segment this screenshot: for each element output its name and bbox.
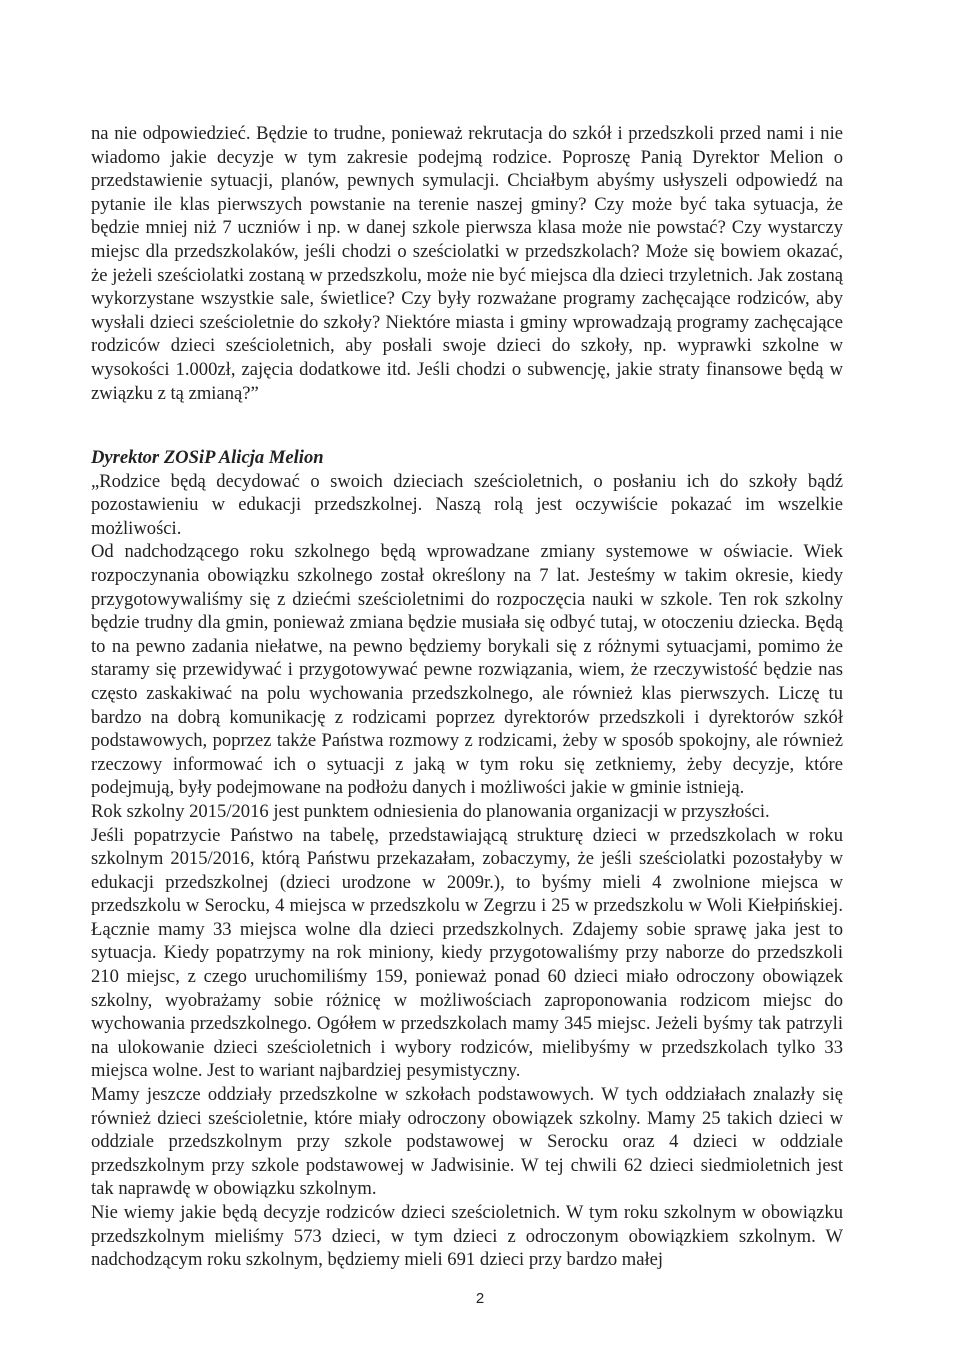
intro-section [91, 122, 843, 405]
intro-paragraph: na nie odpowiedzieć. Będzie to trudne, ponieważ rekrutacja do szkół i przedszkoli przed nami i nie wiadomo jakie decyzje w tym zakresie podejmą rodzice. Poproszę Panią Dyrektor Melion o przedstawienie sytuacji, planów, pewnych symulacji. Chciałbym abyśmy usłyszeli odpowiedź na pytanie ile klas pierwszych powstanie na terenie naszej gminy? Czy może być taka sytuacja, że będzie mniej niż 7 uczniów i np. w danej szkole pierwsza klasa może nie powstać? Czy wystarczy miejsc dla przedszkolaków, jeśli chodzi o sześciolatki w przedszkolach? Może się bowiem okazać, że jeżeli sześciolatki zostaną w przedszkolu, może nie być miejsca dla dzieci trzyletnich. Jak zostaną wykorzystane wszystkie sale, świetlice? Czy były rozważane programy zachęcające rodziców, aby wysłali dzieci sześcioletnie do szkoły? Niektóre miasta i gminy wprowadzają programy zachęcające rodziców dzieci sześcioletnich, aby posłali swoje dzieci do szkoły, np. wyprawki szkolne w wysokości 1.000zł, zajęcia dodatkowe itd. Jeśli chodzi o subwencję, jakie straty finansowe będą w związku z tą zmianą?” [91, 123, 843, 404]
paragraph: Jeśli popatrzycie Państwo na tabelę, przedstawiającą strukturę dzieci w przedszkolach w roku szkolnym 2015/2016, którą Państwu przekazałam, zobaczymy, że jeśli sześciolatki pozostałyby w edukacji przedszkolnej (dzieci urodzone w 2009r.), to byśmy mieli 4 zwolnione miejsca w przedszkolu w Serocku, 4 miejsca w przedszkolu w Zegrzu i 25 w przedszkolu w Woli Kiełpińskiej. Łącznie mamy 33 miejsca wolne dla dzieci przedszkolnych. Zdajemy sobie sprawę jaka jest to sytuacja. Kiedy popatrzymy na rok miniony, kiedy przygotowaliśmy przy naborze do przedszkoli 210 miejsc, z czego uruchomiliśmy 159, ponieważ ponad 60 dzieci miało odroczony obowiązek szkolny, wyobrażamy sobie różnicę w możliwościach zaproponowania rodzicom miejsc do wychowania przedszkolnego. Ogółem w przedszkolach mamy 345 miejsc. Jeżeli byśmy tak patrzyli na ulokowanie dzieci sześcioletnich i wybory rodziców, mielibyśmy w przedszkolach tylko 33 miejsca wolne. Jest to wariant najbardziej pesymistyczny. [91, 824, 843, 1082]
paragraph: Od nadchodzącego roku szkolnego będą wprowadzane zmiany systemowe w oświacie. Wiek rozpoczynania obowiązku szkolnego został określony na 7 lat. Jesteśmy w takim okresie, kiedy przygotowywaliśmy się z dziećmi sześcioletnimi do rozpoczęcia nauki w szkole. Ten rok szkolny będzie trudny dla gmin, ponieważ zmiana będzie musiała się odbyć tutaj, w otoczeniu dziecka. Będą to na pewno zadania niełatwe, na pewno będziemy borykali się z różnymi sytuacjami, pomimo że staramy się przewidywać i przygotowywać pewne rozwiązania, wiem, że rzeczywistość będzie nas często zaskakiwać na polu wychowania przedszkolnego, ale również klas pierwszych. Liczę tu bardzo na dobrą komunikację z rodzicami poprzez dyrektorów przedszkoli i dyrektorów szkół podstawowych, poprzez także Państwa rozmowy z rodzicami, żeby w sposób spokojny, ale również rzeczowy informować ich o sytuacji z jaką w tym roku się zetkniemy, żeby decyzje, które podejmują, były podejmowane na podłożu danych i możliwości jakie w gminie istnieją. [91, 541, 843, 799]
speaker-section [91, 446, 843, 1272]
paragraph: Rok szkolny 2015/2016 jest punktem odniesienia do planowania organizacji w przyszłości. [91, 800, 770, 822]
speaker-heading: Dyrektor ZOSiP Alicja Melion [91, 447, 324, 468]
paragraph: Mamy jeszcze oddziały przedszkolne w szkołach podstawowych. W tych oddziałach znalazły się również dzieci sześcioletnie, które miały odroczony obowiązek szkolny. Mamy 25 takich dzieci w oddziale przedszkolnym przy szkole podstawowej w Serocku oraz 4 dzieci w oddziale przedszkolnym przy szkole podstawowej w Jadwisinie. W tej chwili 62 dzieci siedmioletnich jest tak naprawdę w obowiązku szkolnym. [91, 1084, 843, 1200]
paragraph: Nie wiemy jakie będą decyzje rodziców dzieci sześcioletnich. W tym roku szkolnym w obowiązku przedszkolnym mieliśmy 573 dzieci, w tym dzieci z odroczonym obowiązkiem szkolnym. W nadchodzącym roku szkolnym, będziemy mieli 691 dzieci przy bardzo małej [91, 1202, 843, 1271]
paragraph: „Rodzice będą decydować o swoich dzieciach sześcioletnich, o posłaniu ich do szkoły bądź pozostawieniu w edukacji przedszkolnej. Naszą rolą jest oczywiście pokazać im wszelkie możliwości. [91, 470, 843, 539]
page-number: 2 [475, 1290, 485, 1307]
